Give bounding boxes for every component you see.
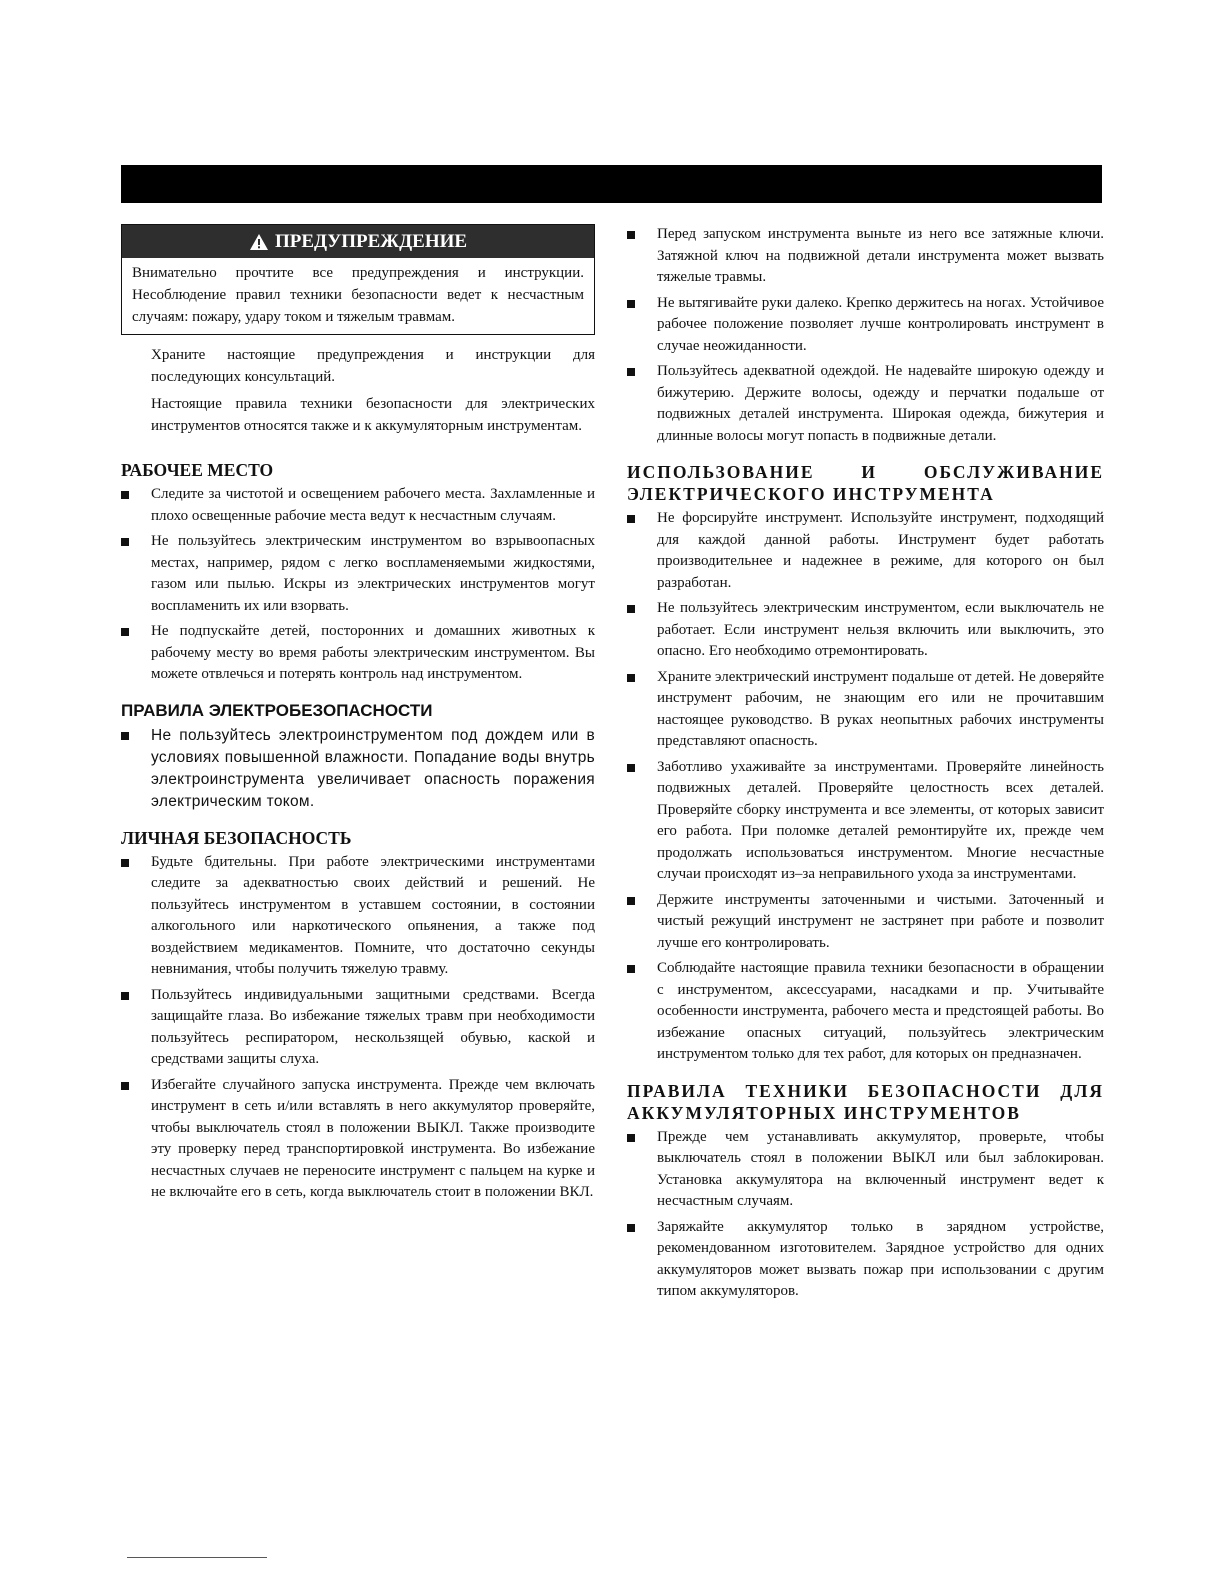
bullet-icon (121, 628, 129, 636)
warning-text: Внимательно прочтите все предупреждения и инструкции. Несоблюдение правил техники безопасности ведет к несчастным случаям: пожару, удару током и тяжелым травмам. (132, 265, 584, 325)
bullet-icon (627, 1224, 635, 1232)
list-item: Перед запуском инструмента выньте из него все затяжные ключи. Затяжной ключ на подвижной детали инструмента может вызвать тяжелые травмы. (627, 224, 1104, 289)
bullet-icon (121, 992, 129, 1000)
bullet-icon (627, 897, 635, 905)
list-item: Прежде чем устанавливать аккумулятор, проверьте, чтобы выключатель стоял в положении ВЫКЛ или был заблокирован. Установка аккумулятора на включенный инструмент ведет к несчастным случаям. (627, 1127, 1104, 1213)
list-item: Держите инструменты заточенными и чистыми. Заточенный и чистый режущий инструмент не застрянет при работе и позволит лучше его контролировать. (627, 890, 1104, 955)
list-item: Заботливо ухаживайте за инструментами. Проверяйте линейность подвижных деталей. Проверяйте целостность всех деталей. Проверяйте сборку инструмента и все элементы, от которых зависит его работа. При поломке деталей ремонтируйте их, прежде чем продолжать использоваться инструментом. Многие несчастные случаи происходят из–за неправильного ухода за инструментами. (627, 757, 1104, 886)
list-item: Пользуйтесь адекватной одеждой. Не надевайте широкую одежду и бижутерию. Держите волосы, одежду и перчатки подальше от подвижных деталей инструмента. Широкая одежда, бижутерия и длинные волосы могут попасть в подвижные детали. (627, 361, 1104, 447)
list-item: Не вытягивайте руки далеко. Крепко держитесь на ногах. Устойчивое рабочее положение позволяет лучше контролировать инструмент в случае неожиданности. (627, 293, 1104, 358)
warning-box (121, 224, 595, 335)
header-bar (121, 165, 1102, 203)
bullet-icon (627, 965, 635, 973)
list-item: Будьте бдительны. При работе электрическими инструментами следите за адекватностью своих действий и решений. Не пользуйтесь инструментом в уставшем состоянии, в состоянии алкогольного или наркотического опьянения, а также под воздействием медикаментов. Помните, что достаточно секунды невнимания, чтобы получить тяжелую травму. (121, 852, 595, 981)
list-item: Заряжайте аккумулятор только в зарядном устройстве, рекомендованном изготовителем. Зарядное устройство для одних аккумуляторов может вызвать пожар при использовании с другим типом аккумуляторов. (627, 1217, 1104, 1303)
list-item: Избегайте случайного запуска инструмента. Прежде чем включать инструмент в сеть и/или вставлять в него аккумулятор проверяйте, чтобы выключатель стоял в положении ВЫКЛ. Также производите эту проверку перед транспортировкой инструмента. Во избежание несчастных случаев не переносите инструмент с пальцем на курке и не включайте его в сеть, когда выключатель стоит в положении ВКЛ. (121, 1075, 595, 1204)
warning-title: ПРЕДУПРЕЖДЕНИЕ (274, 231, 468, 252)
bullet-icon (627, 674, 635, 682)
section-heading-electrical: ПРАВИЛА ЭЛЕКТРОБЕЗОПАСНОСТИ (121, 700, 433, 720)
section-heading-usage: ИСПОЛЬЗОВАНИЕ И ОБСЛУЖИВАНИЕ ЭЛЕКТРИЧЕСКОГО ИНСТРУМЕНТА (627, 462, 1104, 504)
bullet-icon (627, 764, 635, 772)
bullet-icon (627, 231, 635, 239)
list-item: Пользуйтесь индивидуальными защитными средствами. Всегда защищайте глаза. Во избежание тяжелых травм при необходимости пользуйтесь респиратором, нескользящей обувью, каской и средствами защиты слуха. (121, 985, 595, 1071)
bullet-icon (627, 368, 635, 376)
bullet-icon (627, 300, 635, 308)
list-item: Храните электрический инструмент подальше от детей. Не доверяйте инструмент рабочим, не знающим его или не прочитавшим настоящее руководство. В руках неопытных рабочих инструменты представляют опасность. (627, 667, 1104, 753)
bullet-icon (121, 732, 129, 740)
intro-paragraph: Храните настоящие предупреждения и инструкции для последующих консультаций. (151, 347, 595, 385)
usage-list (627, 508, 1104, 1066)
list-item: Не пользуйтесь электрическим инструментом, если выключатель не работает. Если инструмент нельзя включить или выключить, это опасно. Его необходимо отремонтировать. (627, 598, 1104, 663)
list-item: Не пользуйтесь электрическим инструментом во взрывоопасных местах, например, рядом с легко воспламеняемыми жидкостями, газом или пылью. Искры из электрических инструментов могут воспламенить их или взорвать. (121, 531, 595, 617)
list-item: Не пользуйтесь электроинструментом под дождем или в условиях повышенной влажности. Попадание воды внутрь электроинструмента увеличивает опасность поражения электрическим током. (121, 725, 595, 813)
bullet-icon (627, 1134, 635, 1142)
bullet-icon (121, 1082, 129, 1090)
electrical-list (121, 725, 595, 813)
footer-rule (127, 1557, 267, 1558)
personal-list (121, 852, 595, 1204)
battery-list (627, 1127, 1104, 1303)
bullet-icon (121, 859, 129, 867)
section-heading-workplace: РАБОЧЕЕ МЕСТО (121, 460, 274, 480)
intro-paragraph: Настоящие правила техники безопасности для электрических инструментов относятся также и к аккумуляторным инструментам. (151, 396, 595, 434)
personal-list-continued (627, 224, 1104, 447)
left-column (121, 224, 595, 1218)
bullet-icon (627, 605, 635, 613)
section-heading-battery: ПРАВИЛА ТЕХНИКИ БЕЗОПАСНОСТИ ДЛЯ АККУМУЛЯТОРНЫХ ИНСТРУМЕНТОВ (627, 1080, 1104, 1123)
section-heading-personal: ЛИЧНАЯ БЕЗОПАСНОСТЬ (121, 827, 352, 848)
bullet-icon (121, 491, 129, 499)
list-item: Следите за чистотой и освещением рабочего места. Захламленные и плохо освещенные рабочие места ведут к несчастным случаям. (121, 484, 595, 527)
right-column (627, 224, 1104, 1317)
warning-header (122, 225, 594, 258)
workplace-list (121, 484, 595, 686)
list-item: Не подпускайте детей, посторонних и домашних животных к рабочему месту во время работы электрическим инструментом. Вы можете отвлечься и потерять контроль над инструментом. (121, 621, 595, 686)
bullet-icon (121, 538, 129, 546)
list-item: Соблюдайте настоящие правила техники безопасности в обращении с инструментом, аксессуарами, насадками и пр. Учитывайте особенности инструмента, рабочего места и предстоящей работы. Во избежание опасных ситуаций, пользуйтесь электрическим инструментом только для тех работ, для которых он предназначен. (627, 958, 1104, 1066)
bullet-icon (627, 515, 635, 523)
list-item: Не форсируйте инструмент. Используйте инструмент, подходящий для каждой данной работы. Инструмент будет работать производительнее и надежнее в режиме, для которого он был разработан. (627, 508, 1104, 594)
warning-triangle-icon (249, 233, 269, 251)
